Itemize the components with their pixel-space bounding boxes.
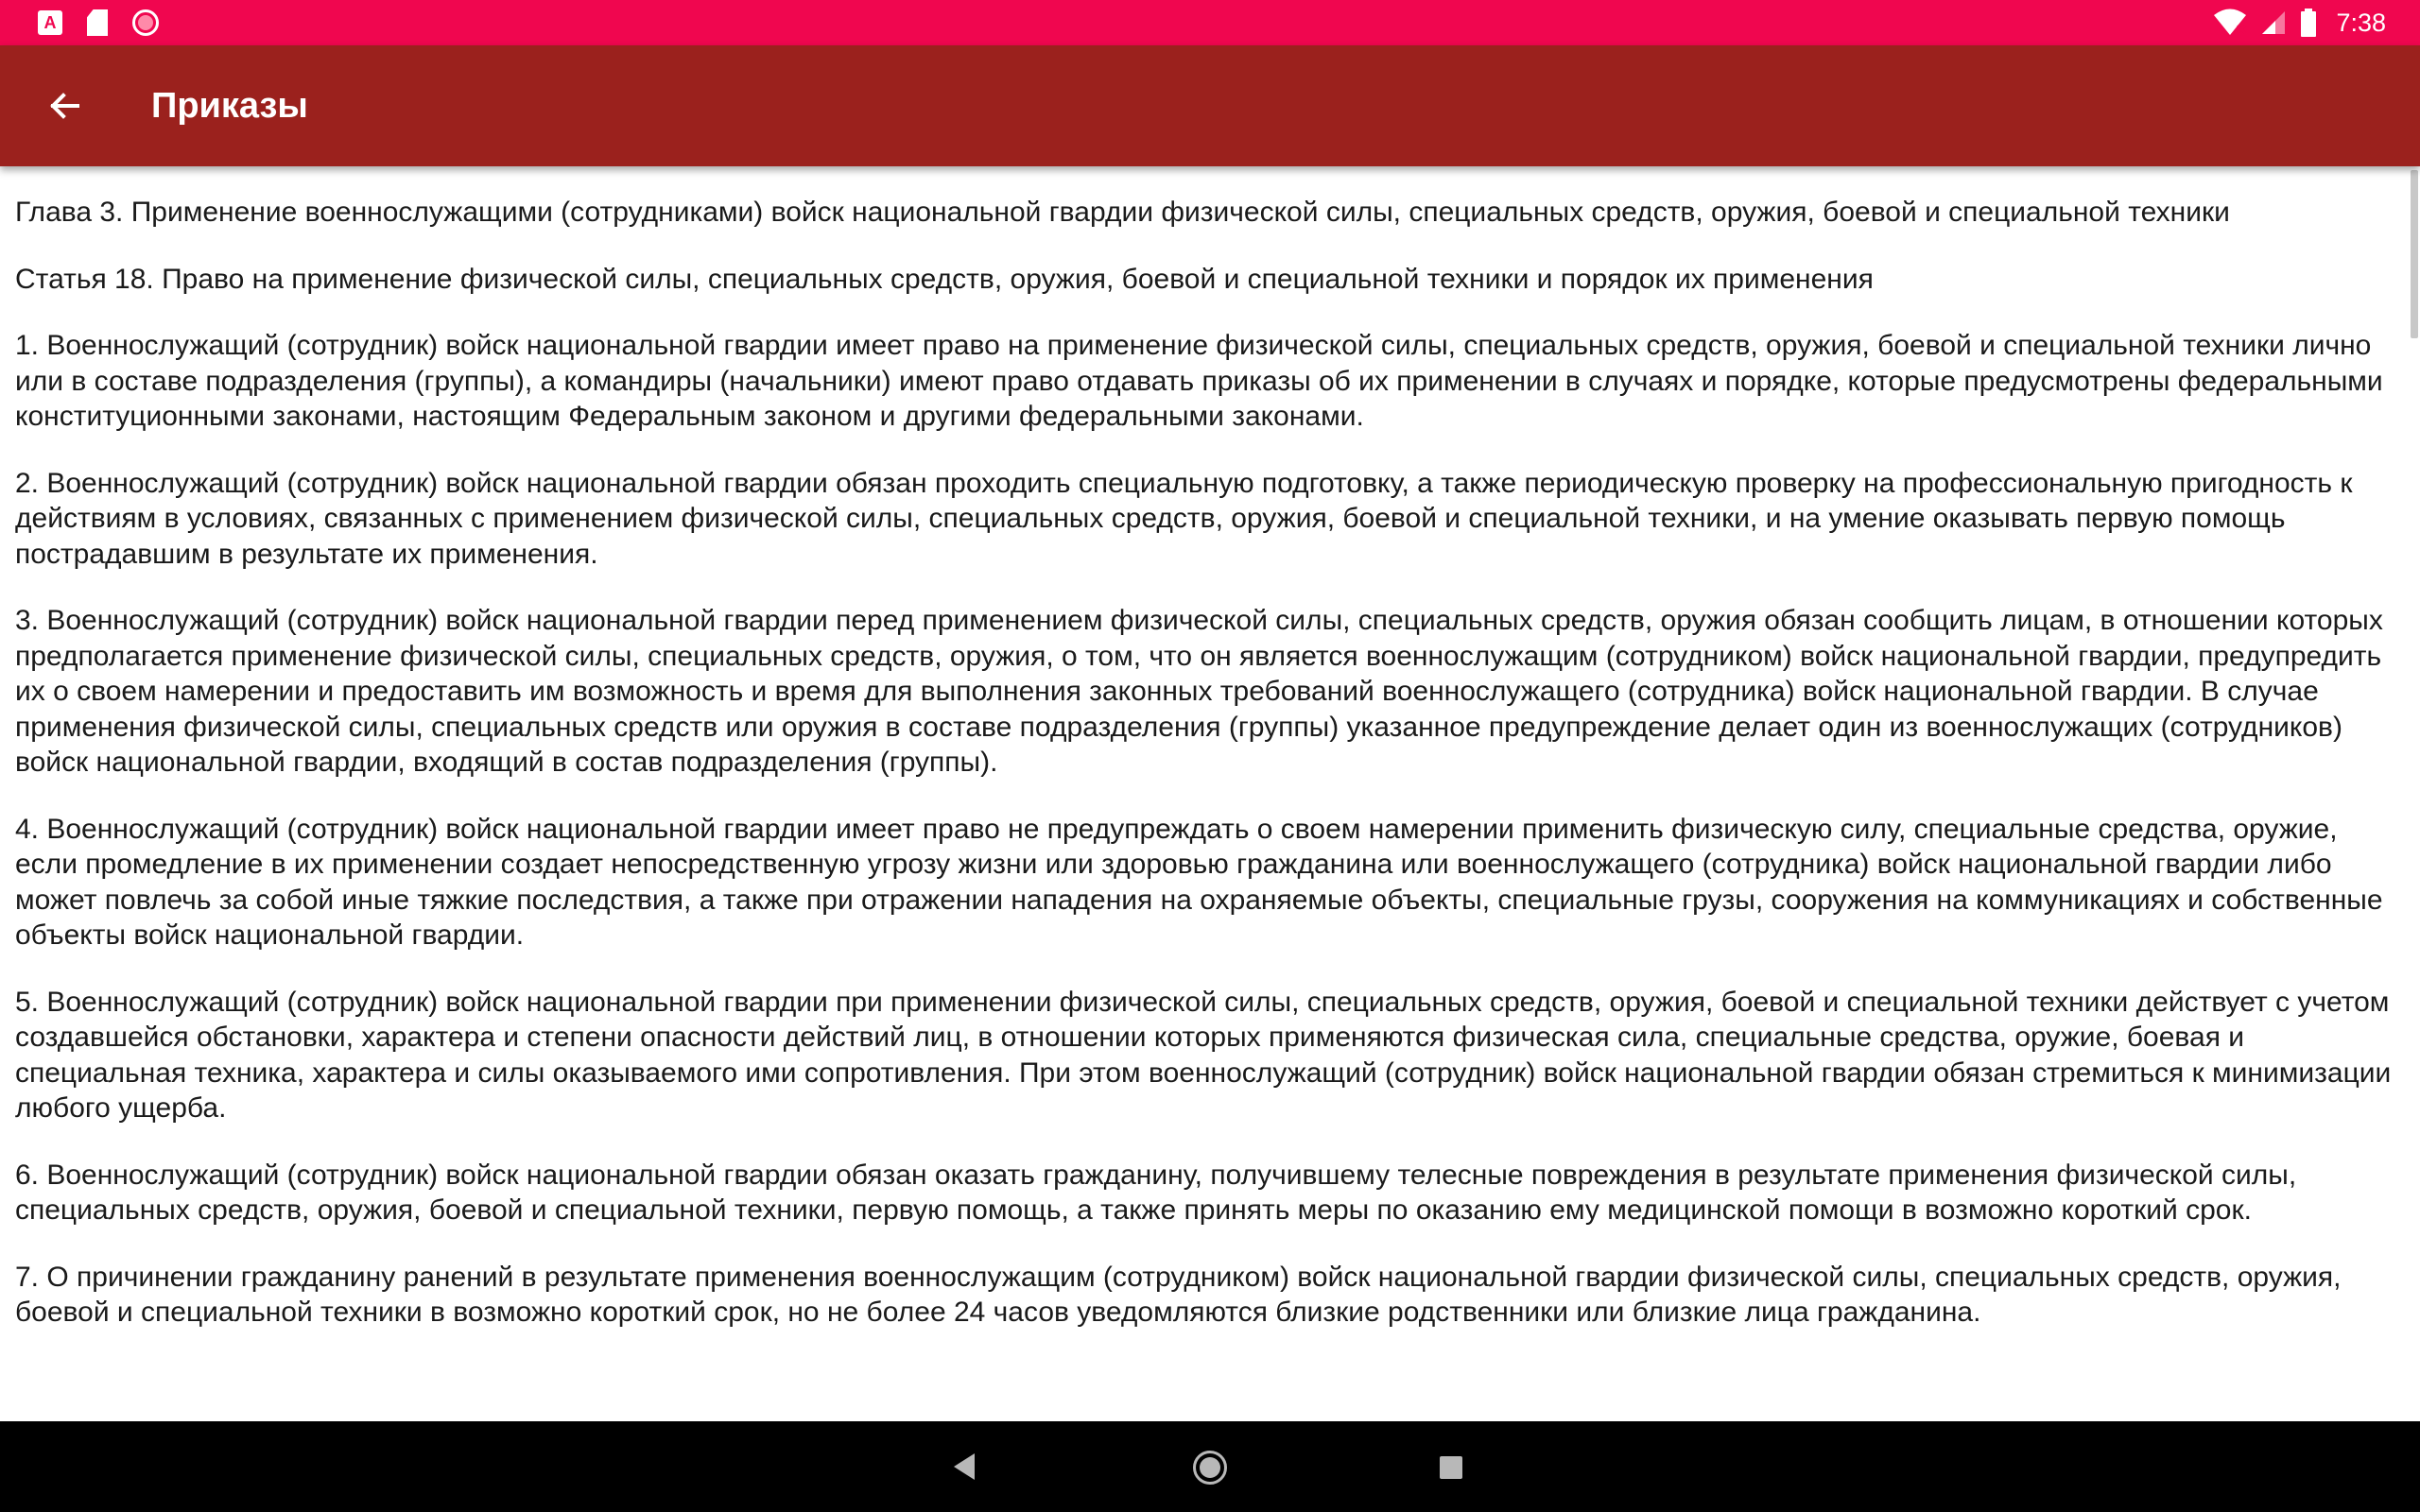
paragraph-7: 7. О причинении гражданину ранений в результате применения военнослужащим (сотрудником) войск национальной гвардии физической силы, специальных средств, оружия, боевой и специальной техники в возможно короткий срок, но не более 24 часов уведомляются близкие родственники или близкие лица гражданина. (15, 1261, 2342, 1328)
paragraph-5: 5. Военнослужащий (сотрудник) войск национальной гвардии при применении физической силы, специальных средств, оружия, боевой и специальной техники действует с учетом создавшейся обстановки, характера и степени опасности действий лиц, в отношении которых применяются физическая сила, специальные средства, оружие, боевая и специальная техника, характера и силы оказываемого ими сопротивления. При этом военнослужащий (сотрудник) войск национальной гвардии обязан стремиться к минимизации любого ущерба. (15, 986, 2392, 1124)
chapter-heading: Глава 3. Применение военнослужащими (сотрудниками) войск национальной гвардии физической силы, специальных средств, оружия, боевой и специальной техники (15, 197, 2230, 228)
paragraph-1: 1. Военнослужащий (сотрудник) войск национальной гвардии имеет право на применение физической силы, специальных средств, оружия, боевой и специальной техники лично или в составе подразделения (группы), а командиры (начальники) имеют право отдавать приказы об их применении в случаях и порядке, которые предусмотрены федеральными конституционными законами, настоящим Федеральным законом и другими федеральными законами. (15, 330, 2383, 432)
signal-icon (2260, 9, 2287, 36)
paragraph-3: 3. Военнослужащий (сотрудник) войск национальной гвардии перед применением физической силы, специальных средств, оружия обязан сообщить лицам, в отношении которых предполагается применение физической силы, специальных средств, оружия, о том, что он является военнослужащим (сотрудником) войск национальной гвардии, предупредить их о своем намерении и предоставить им возможность и время для выполнения законных требований военнослужащего (сотрудника) войск национальной гвардии. В случае применения физической силы, специальных средств или оружия в составе подразделения (группы) указанное предупреждение делает один из военнослужащих (сотрудников) войск национальной гвардии, входящий в состав подразделения (группы). (15, 605, 2383, 778)
paragraph-6: 6. Военнослужащий (сотрудник) войск национальной гвардии обязан оказать гражданину, получившему телесные повреждения в результате применения физической силы, специальных средств, оружия, боевой и специальной техники, первую помощь, а также принять меры по оказанию ему медицинской помощи в возможно короткий срок. (15, 1159, 2297, 1226)
paragraph-4: 4. Военнослужащий (сотрудник) войск национальной гвардии имеет право не предупреждать о своем намерении применить физическую силу, специальные средства, оружие, если промедление в их применении создает непосредственную угрозу жизни или здоровью гражданина или военнослужащего (сотрудника) войск национальной гвардии либо может повлечь за собой иные тяжкие последствия, а также при отражении нападения на охраняемые объекты, специальные грузы, сооружения на коммуникациях и собственные объекты войск национальной гвардии. (15, 813, 2383, 951)
record-icon (132, 9, 159, 36)
navigation-bar (0, 1421, 2420, 1512)
sd-card-icon (87, 9, 108, 36)
arrow-back-icon (45, 87, 83, 125)
wifi-off-icon (2213, 9, 2247, 37)
nav-back-icon[interactable] (954, 1453, 975, 1480)
back-button[interactable] (36, 77, 93, 134)
nav-recents-icon[interactable] (1440, 1456, 1462, 1479)
status-bar (0, 0, 2420, 45)
page-title: Приказы (151, 86, 308, 126)
scrollbar[interactable] (2411, 170, 2418, 338)
system-icons (2213, 0, 2386, 45)
a-app-icon: A (38, 10, 62, 35)
notification-icons (38, 0, 159, 45)
article-heading: Статья 18. Право на применение физической силы, специальных средств, оружия, боевой и специальной техники и порядок их применения (15, 263, 1874, 295)
nav-home-icon[interactable] (1193, 1451, 1227, 1485)
document-content[interactable] (0, 166, 2409, 1421)
paragraph-2: 2. Военнослужащий (сотрудник) войск национальной гвардии обязан проходить специальную подготовку, а также периодическую проверку на профессиональную пригодность к действиям в условиях, связанных с применением физической силы, специальных средств, оружия, боевой и специальной техники, и на умение оказывать первую помощь пострадавшим в результате их применения. (15, 467, 2353, 570)
app-bar (0, 45, 2420, 166)
status-time: 7:38 (2336, 8, 2386, 37)
battery-icon (2300, 9, 2317, 37)
